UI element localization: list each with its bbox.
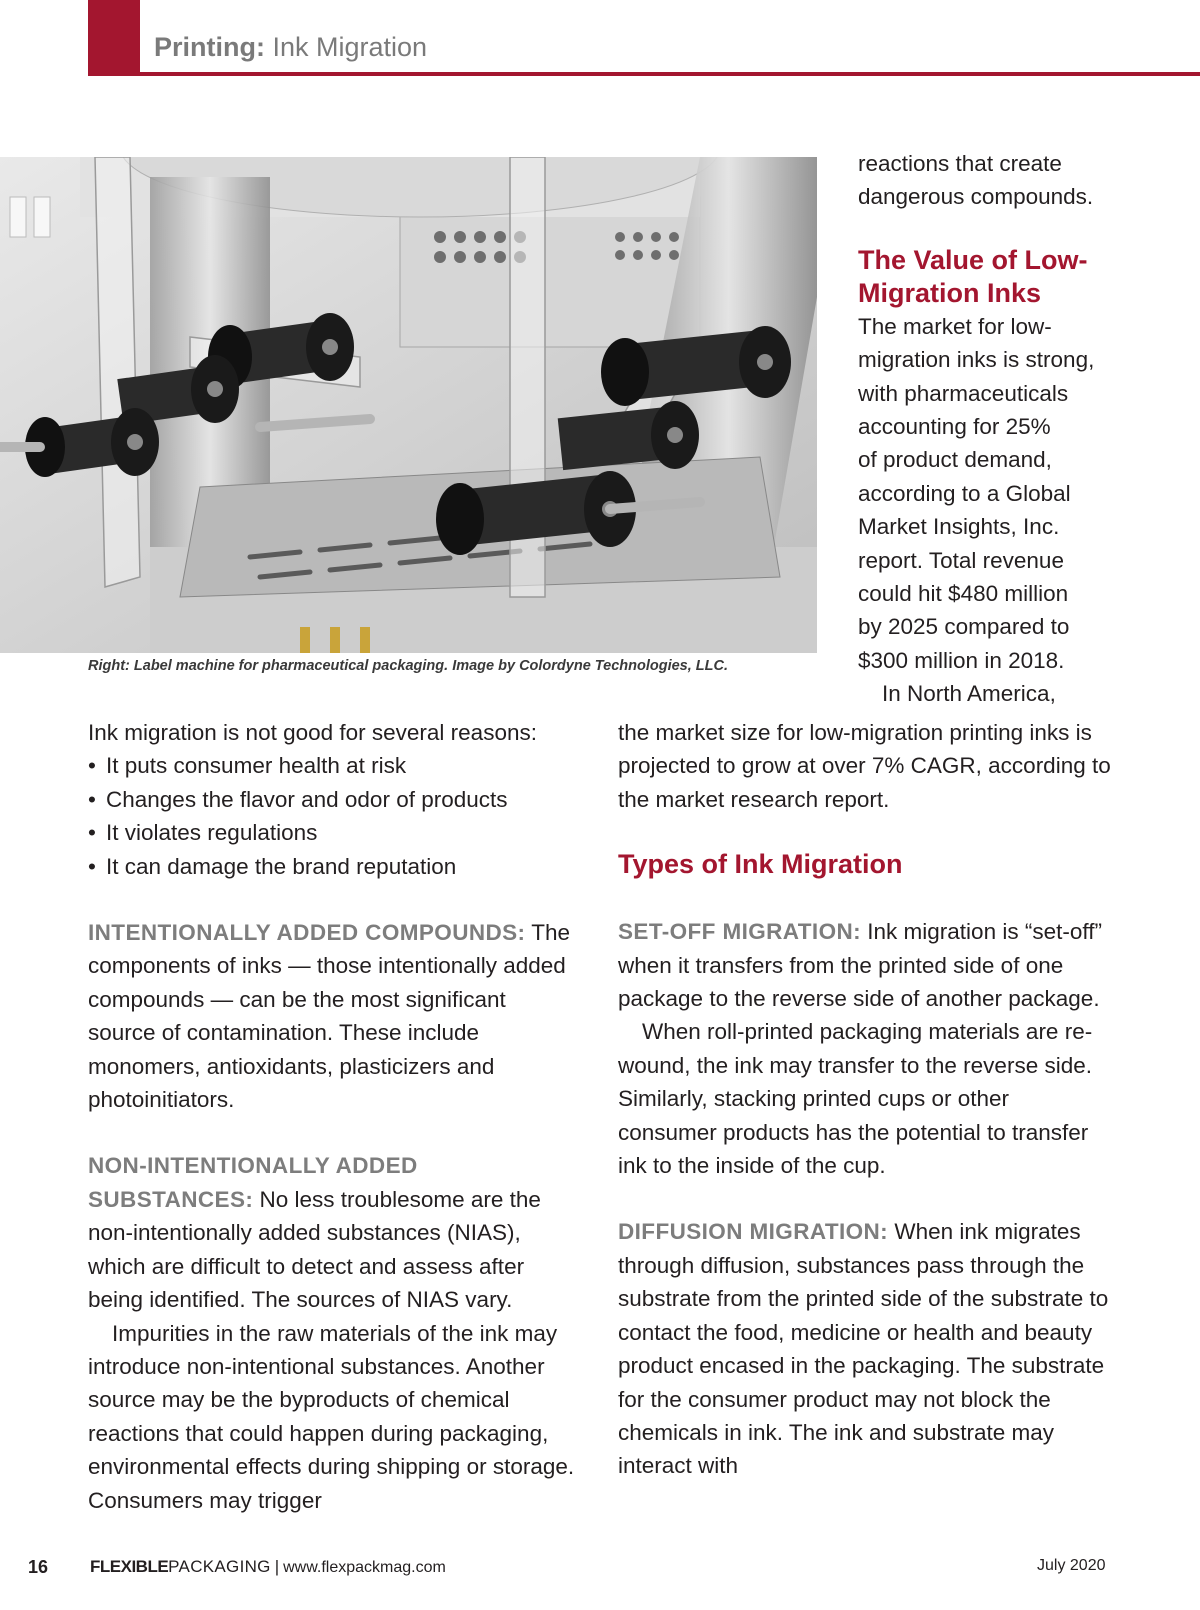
text-line: according to a Global	[858, 480, 1071, 506]
text-line: In North America,	[882, 681, 1056, 707]
header-rule	[88, 72, 1200, 76]
left-column	[88, 716, 578, 1517]
intro-text: Ink migration is not good for several reasons:	[88, 720, 537, 745]
diffusion-text: When ink migrates through diffusion, substances pass through the substrate from the printed side of the substrate to contact the food, medicine or health and beauty product encased in the packaging. The substrate for the consumer product may not block the chemicals in ink. The ink and substrate may interact with	[618, 1219, 1109, 1479]
label-machine-photo	[0, 157, 817, 653]
figure-caption: Right: Label machine for pharmaceutical packaging. Image by Colordyne Technologies, LLC.	[88, 658, 728, 674]
nias-paragraph-2: Impurities in the raw materials of the ink may introduce non-intentional substances. Another source may be the byproducts of chemical reactions that could happen during packaging, environmental effects during shipping or storage. Consumers may trigger	[88, 1320, 575, 1513]
diffusion-lead: DIFFUSION MIGRATION:	[618, 1219, 889, 1245]
text-line: reactions that create	[858, 151, 1062, 176]
website-link[interactable]: www.flexpackmag.com	[283, 1559, 446, 1576]
iac-paragraph	[88, 916, 578, 1116]
footer-separator: |	[274, 1557, 280, 1576]
text-line: of product demand,	[858, 447, 1052, 473]
list-item: • It can damage the brand reputation	[88, 850, 578, 883]
text-line: Market Insights, Inc.	[858, 514, 1060, 540]
text-line: by 2025 compared to	[858, 614, 1070, 640]
list-item: • Changes the flavor and odor of products	[88, 783, 578, 816]
text-line: with pharmaceuticals	[858, 380, 1069, 406]
text-line: report. Total revenue	[858, 547, 1064, 573]
text-line: could hit $480 million	[858, 581, 1069, 607]
setoff-lead: SET-OFF MIGRATION:	[618, 919, 862, 945]
list-item: • It puts consumer health at risk	[88, 749, 578, 782]
section-label: Printing:	[154, 32, 265, 62]
market-continued: the market size for low-migration printing inks is projected to grow at over 7% CAGR, according to the market research report.	[618, 720, 1111, 812]
section-topic: Ink Migration	[272, 32, 428, 62]
value-heading-line-1: The Value of Low-	[858, 244, 1088, 275]
header-accent-block	[88, 0, 140, 76]
right-top-column	[858, 147, 1178, 711]
reasons-list	[88, 749, 578, 883]
text-line: The market for low-	[858, 313, 1052, 339]
setoff-text: Ink migration is “set-off” when it transfers from the printed side of one package to the reverse side of another package.	[618, 919, 1102, 1012]
masthead	[90, 1557, 446, 1577]
iac-lead: INTENTIONALLY ADDED COMPOUNDS:	[88, 920, 526, 946]
nias-lead: NON-INTENTIONALLY ADDED SUBSTANCES:	[88, 1153, 418, 1212]
nias-paragraph	[88, 1149, 578, 1316]
right-column	[618, 716, 1113, 1483]
brand-bold: FLEXIBLE	[90, 1557, 169, 1576]
diffusion-paragraph	[618, 1215, 1113, 1482]
text-line: dangerous compounds.	[858, 184, 1094, 210]
text-line: migration inks is strong,	[858, 347, 1095, 373]
text-line: accounting for 25%	[858, 414, 1051, 440]
iac-text: The components of inks — those intentionally added compounds — can be the most significant source of contamination. These include monomers, antioxidants, plasticizers and photoinitiators.	[88, 920, 571, 1113]
nias-text: No less troublesome are the non-intentionally added substances (NIAS), which are difficult to detect and assess after being identified. The sources of NIAS vary.	[88, 1186, 541, 1313]
brand-light: PACKAGING	[168, 1557, 271, 1576]
page-number: 16	[28, 1557, 49, 1577]
setoff-paragraph-2: When roll-printed packaging materials are re-wound, the ink may transfer to the reverse side. Similarly, stacking printed cups or other consumer products has the potential to transfer ink to the inside of the cup.	[618, 1019, 1093, 1179]
setoff-paragraph	[618, 915, 1113, 1015]
issue-date: July 2020	[1037, 1557, 1106, 1574]
value-heading-line-2: Migration Inks	[858, 277, 1042, 308]
section-title	[154, 32, 427, 63]
types-heading: Types of Ink Migration	[618, 849, 903, 880]
text-line: $300 million in 2018.	[858, 647, 1065, 673]
list-item: • It violates regulations	[88, 816, 578, 849]
